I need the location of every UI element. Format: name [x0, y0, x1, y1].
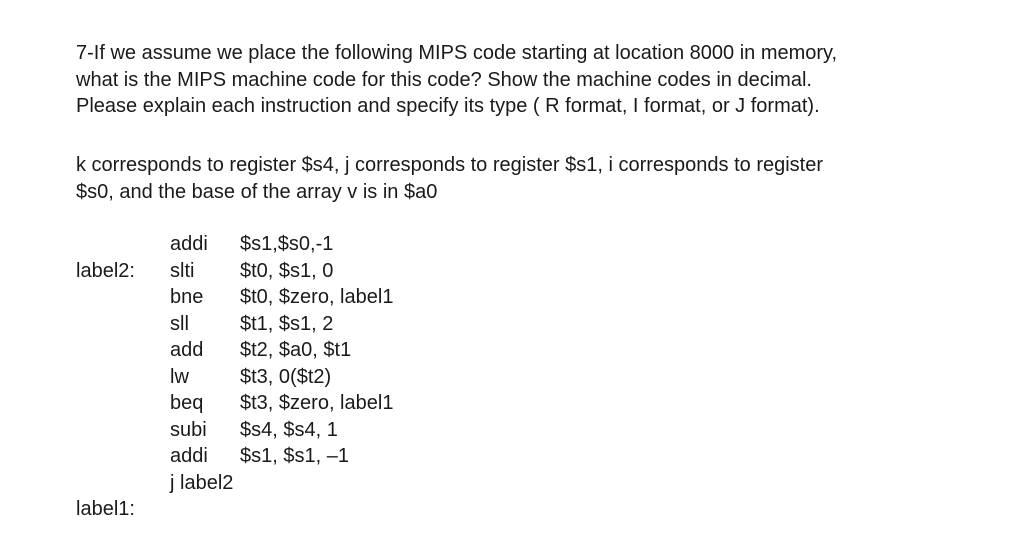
code-opcode: addi: [170, 445, 208, 467]
code-opcode: subi: [170, 418, 207, 441]
code-label: label2:: [76, 259, 135, 282]
code-operands: $t0, $s1, 0: [240, 259, 334, 282]
code-opcode: addi: [170, 233, 208, 255]
code-opcode: slti: [170, 259, 195, 282]
code-line: [76, 417, 576, 444]
mips-code-listing: [76, 231, 576, 496]
question-line-3: Please explain each instruction and specify its type ( R format, I format, or J format).: [76, 95, 820, 117]
jump-instruction: j label2: [170, 471, 234, 494]
question-line-2: what is the MIPS machine code for this code? Show the machine codes in decimal.: [76, 68, 812, 91]
code-line: [76, 231, 576, 258]
code-line: [76, 364, 576, 391]
code-operands: $t2, $a0, $t1: [240, 339, 352, 361]
code-opcode: add: [170, 339, 204, 361]
code-line: [76, 311, 576, 338]
code-opcode: lw: [170, 365, 189, 388]
code-operands: $t3, 0($t2): [240, 365, 332, 388]
question-line-1: 7-If we assume we place the following MIPS code starting at location 8000 in memory,: [76, 42, 838, 64]
code-operands: $s4, $s4, 1: [240, 418, 338, 441]
code-operands: $s1, $s1, –1: [240, 445, 349, 467]
code-line: [76, 284, 576, 311]
code-line: [76, 390, 576, 417]
code-operands: $t0, $zero, label1: [240, 286, 394, 308]
code-opcode: beq: [170, 392, 204, 414]
context-line-1: k corresponds to register $s4, j corresponds to register $s1, i corresponds to register: [76, 154, 824, 176]
code-line: [76, 337, 576, 364]
code-operands: $t3, $zero, label1: [240, 392, 394, 414]
code-operands: $s1,$s0,-1: [240, 233, 334, 255]
code-line: [76, 470, 576, 497]
code-line: [76, 443, 576, 470]
question-text: [76, 40, 976, 120]
code-operands: $t1, $s1, 2: [240, 312, 334, 335]
end-label: label1:: [76, 498, 135, 520]
code-opcode: bne: [170, 286, 204, 308]
code-line: [76, 258, 576, 285]
code-opcode: sll: [170, 312, 189, 335]
context-line-2: $s0, and the base of the array v is in $a0: [76, 180, 438, 203]
register-mapping-text: [76, 152, 976, 205]
